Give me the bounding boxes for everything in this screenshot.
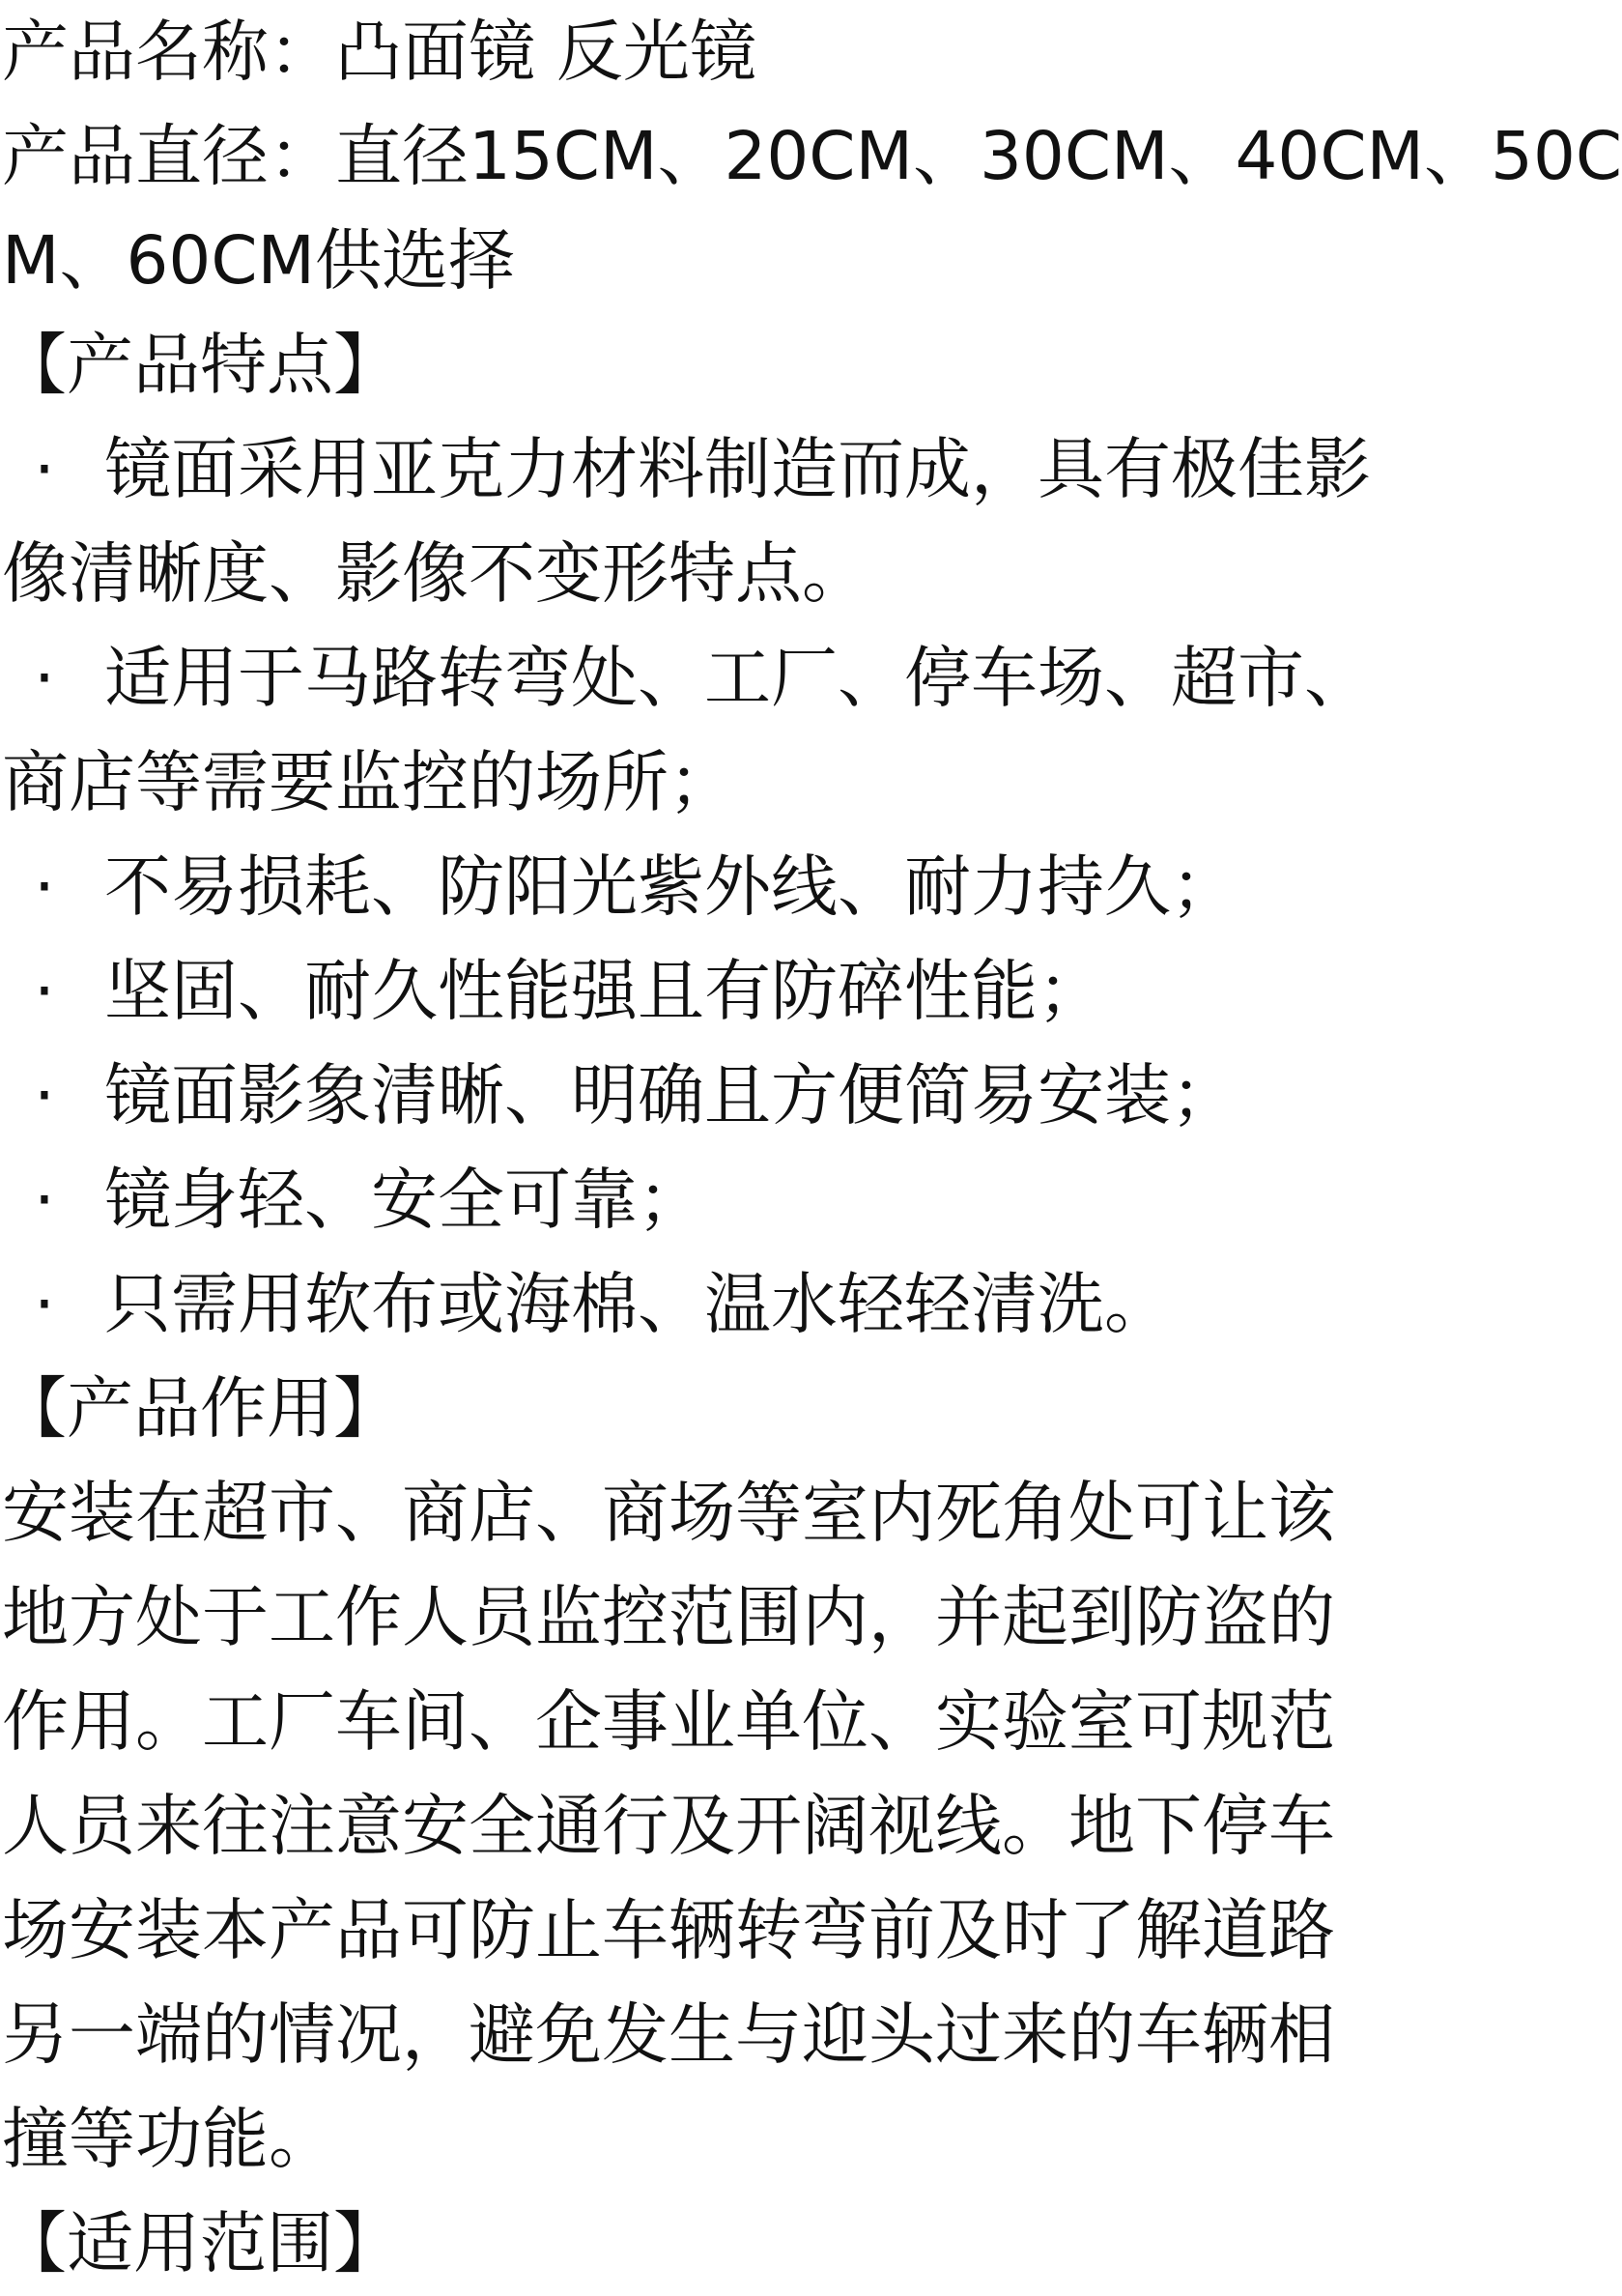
- bullet-dot-icon: ·: [34, 1266, 55, 1343]
- features-heading: 【产品特点】: [0, 327, 400, 404]
- feature-text-continued: 像清晰度、影像不变形特点。: [2, 535, 868, 613]
- scope-heading: 【适用范围】: [0, 2205, 400, 2282]
- product-diameter-line: 产品直径：直径15CM、20CM、30CM、40CM、50C: [2, 118, 1622, 195]
- feature-text: 不易损耗、防阳光紫外线、耐力持久；: [104, 848, 1238, 926]
- function-paragraph-line: 作用。工厂车间、企事业单位、实验室可规范: [2, 1683, 1335, 1761]
- feature-text: 镜面采用亚克力材料制造而成，具有极佳影: [104, 431, 1371, 508]
- product-diameter-line-continued: M、60CM供选择: [2, 222, 516, 300]
- function-paragraph-line: 安装在超市、商店、商场等室内死角处可让该: [2, 1475, 1335, 1552]
- bullet-dot-icon: ·: [34, 431, 55, 508]
- bullet-dot-icon: ·: [34, 1162, 55, 1239]
- bullet-dot-icon: ·: [34, 1057, 55, 1134]
- product-name-line: 产品名称：凸面镜 反光镜: [2, 14, 756, 91]
- function-paragraph-line: 人员来往注意安全通行及开阔视线。地下停车: [2, 1788, 1335, 1865]
- bullet-dot-icon: ·: [34, 953, 55, 1030]
- function-heading: 【产品作用】: [0, 1370, 400, 1448]
- feature-text: 镜身轻、安全可靠；: [104, 1162, 704, 1239]
- feature-text: 只需用软布或海棉、温水轻轻清洗。: [104, 1266, 1171, 1343]
- function-paragraph-line: 另一端的情况，避免发生与迎头过来的车辆相: [2, 1996, 1335, 2074]
- function-paragraph-line: 场安装本产品可防止车辆转弯前及时了解道路: [2, 1892, 1335, 1969]
- feature-text: 坚固、耐久性能强且有防碎性能；: [104, 953, 1104, 1030]
- feature-text: 镜面影象清晰、明确且方便简易安装；: [104, 1057, 1238, 1134]
- bullet-dot-icon: ·: [34, 640, 55, 717]
- bullet-dot-icon: ·: [34, 848, 55, 926]
- function-paragraph-line: 地方处于工作人员监控范围内，并起到防盗的: [2, 1579, 1335, 1656]
- function-paragraph-line: 撞等功能。: [2, 2101, 335, 2178]
- feature-text-continued: 商店等需要监控的场所；: [2, 744, 735, 821]
- feature-text: 适用于马路转弯处、工厂、停车场、超市、: [104, 640, 1371, 717]
